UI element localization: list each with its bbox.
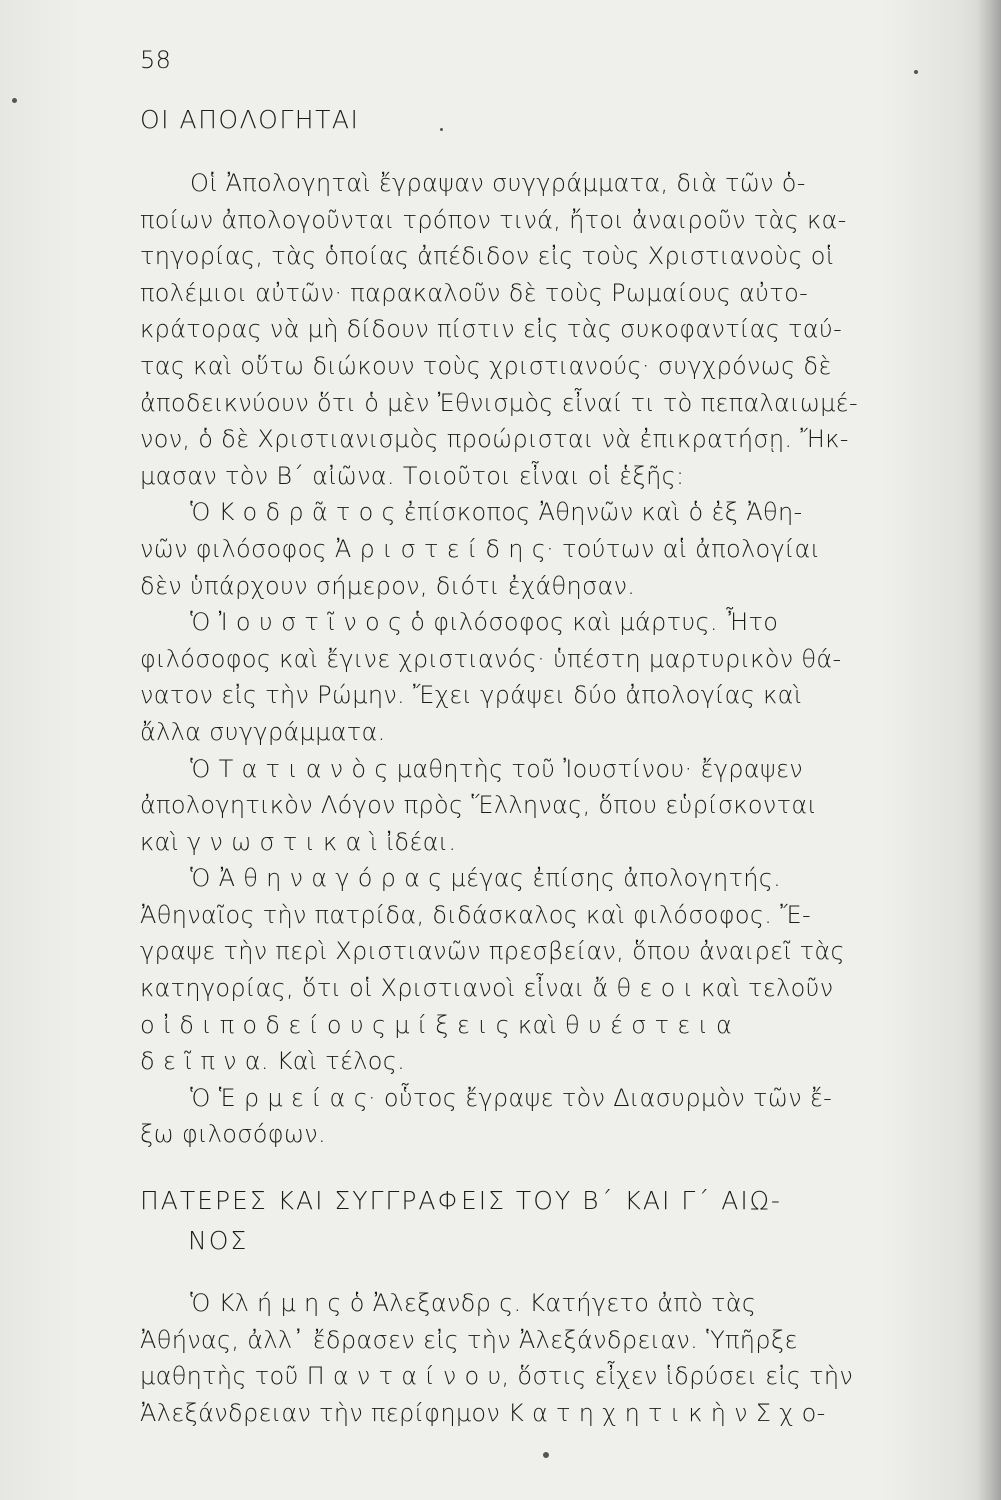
- text-line: τας καὶ οὕτω διώκουν τοὺς χριστιανούς· συγχρόνως δὲ: [140, 351, 832, 380]
- text-line: δ ε ῖ π ν α. Καὶ τέλος.: [140, 1047, 406, 1076]
- text-line: καὶ γ ν ω σ τ ι κ α ὶ ἰδέαι.: [140, 827, 457, 856]
- text-line: Ἀθηναῖος τὴν πατρίδα, διδάσκαλος καὶ φιλόσοφος. Ἔ-: [140, 900, 811, 929]
- text-line: ἀπολογητικὸν Λόγον πρὸς Ἕλληνας, ὅπου εὑρίσκονται: [140, 791, 818, 820]
- text-line: νῶν φιλόσοφος Ἀ ρ ι σ τ ε ί δ η ς· τούτων αἱ ἀπολογίαι: [140, 534, 821, 563]
- text-line: γραψε τὴν περὶ Χριστιανῶν πρεσβείαν, ὅπου ἀναιρεῖ τὰς: [140, 937, 845, 966]
- text-line: κατηγορίας, ὅτι οἱ Χριστιανοὶ εἶναι ἄ θ ε ο ι καὶ τελοῦν: [140, 974, 834, 1003]
- speck-mark: [543, 1452, 549, 1458]
- text-line: ἀποδεικνύουν ὅτι ὁ μὲν Ἐθνισμὸς εἶναί τι τὸ πεπαλαιωμέ-: [140, 388, 858, 417]
- text-line: Ὁ Ἑ ρ μ ε ί α ς· οὗτος ἔγραψε τὸν Διασυρμὸν τῶν ἔ-: [190, 1083, 833, 1112]
- text-block: [140, 40, 955, 1431]
- text-line: ξω φιλοσόφων.: [140, 1120, 326, 1149]
- text-line: Ὁ Ἰ ο υ σ τ ῖ ν ο ς ὁ φιλόσοφος καὶ μάρτυς. Ἦτο: [190, 608, 779, 637]
- text-line: δὲν ὑπάρχουν σήμερον, διότι ἐχάθησαν.: [140, 571, 636, 600]
- text-line: τηγορίας, τὰς ὁποίας ἀπέδιδον εἰς τοὺς Χριστιανοὺς οἱ: [140, 242, 835, 271]
- page-edge-shadow: [977, 0, 1001, 1500]
- text-line: Ὁ Τ α τ ι α ν ὸ ς μαθητὴς τοῦ Ἰουστίνου· ἔγραψεν: [190, 754, 803, 783]
- text-line: φιλόσοφος καὶ ἔγινε χριστιανός· ὑπέστη μαρτυρικὸν θά-: [140, 644, 842, 673]
- text-line: Ἀθήνας, ἀλλ᾿ ἔδρασεν εἰς τὴν Ἀλεξάνδρειαν. Ὑπῆρξε: [140, 1325, 798, 1354]
- text-line: ο ἰ δ ι π ο δ ε ί ο υ ς μ ί ξ ε ι ς καὶ θ υ έ σ τ ε ι α: [140, 1010, 733, 1039]
- speck-mark: [12, 98, 17, 103]
- text-line: νον, ὁ δὲ Χριστιανισμὸς προώρισται νὰ ἐπικρατήσῃ. Ἤκ-: [140, 425, 849, 454]
- section-heading-line: ΠΑΤΕΡΕΣ ΚΑΙ ΣΥΓΓΡΑΦΕΙΣ ΤΟΥ Β΄ ΚΑΙ Γ΄ ΑΙΩ-: [140, 1186, 782, 1216]
- section-body-apologists: [140, 165, 955, 1153]
- text-line: Ὁ Κλ ή μ η ς ὁ Ἀλεξανδρ ς. Κατήγετο ἀπὸ τὰς: [190, 1289, 757, 1318]
- section-body-fathers: [140, 1285, 955, 1431]
- section-heading-line: ΝΟΣ: [188, 1226, 249, 1256]
- text-line: Ἀλεξάνδρειαν τὴν περίφημον Κ α τ η χ η τ ι κ ὴ ν Σ χ ο-: [140, 1398, 826, 1427]
- text-line: πολέμιοι αὐτῶν· παρακαλοῦν δὲ τοὺς Ρωμαίους αὐτο-: [140, 278, 809, 307]
- text-line: Ὁ Κ ο δ ρ ᾶ τ ο ς ἐπίσκοπος Ἀθηνῶν καὶ ὁ ἐξ Ἀθη-: [190, 498, 803, 527]
- text-line: ποίων ἀπολογοῦνται τρόπον τινά, ἤτοι ἀναιροῦν τὰς κα-: [140, 205, 847, 234]
- text-line: Οἱ Ἀπολογηταὶ ἔγραψαν συγγράμματα, διὰ τῶν ὁ-: [190, 169, 806, 197]
- text-line: κράτορας νὰ μὴ δίδουν πίστιν εἰς τὰς συκοφαντίας ταύ-: [140, 315, 843, 344]
- section-heading-fathers: [140, 1181, 955, 1261]
- text-line: ἄλλα συγγράμματα.: [140, 717, 386, 746]
- text-line: Ὁ Ἀ θ η ν α γ ό ρ α ς μέγας ἐπίσης ἀπολογητής.: [190, 864, 782, 893]
- text-line: μασαν τὸν Β΄ αἰῶνα. Τοιοῦτοι εἶναι οἱ ἑξῆς:: [140, 461, 685, 490]
- page-number: 58: [140, 46, 172, 74]
- text-line: μαθητὴς τοῦ Π α ν τ α ί ν ο υ, ὅστις εἶχεν ἱδρύσει εἰς τὴν: [140, 1362, 854, 1391]
- section-heading-apologists: ΟΙ ΑΠΟΛΟΓΗΤΑΙ: [140, 105, 360, 134]
- text-line: νατον εἰς τὴν Ρώμην. Ἔχει γράψει δύο ἀπολογίας καὶ: [140, 681, 803, 710]
